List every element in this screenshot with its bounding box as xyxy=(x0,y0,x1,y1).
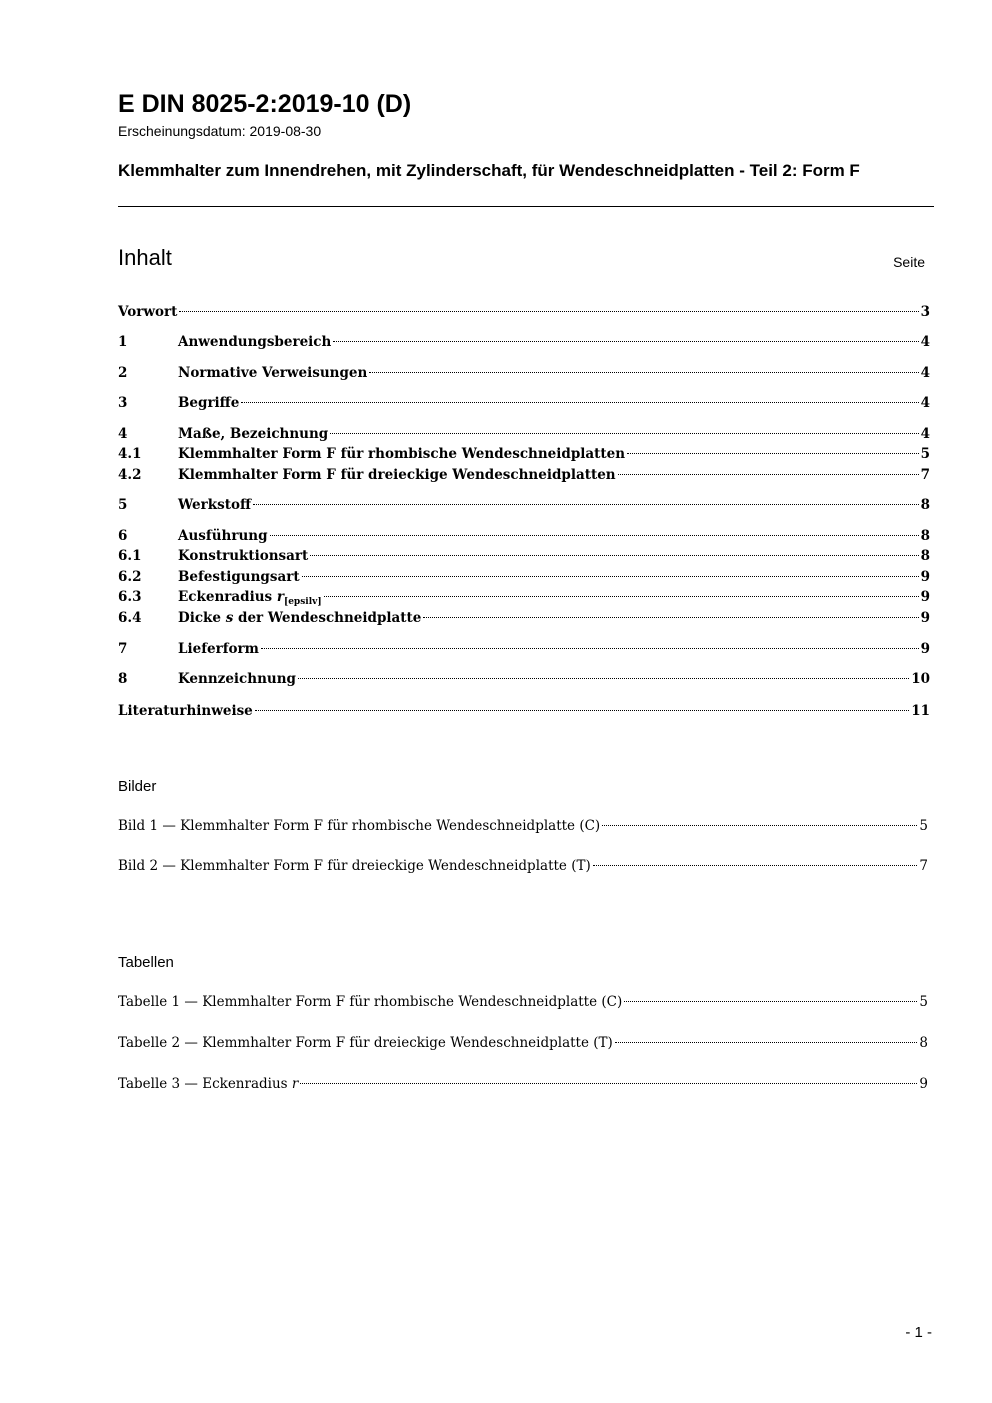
toc-entry-6-3[interactable] xyxy=(118,587,930,607)
table-entry-page: 9 xyxy=(919,1076,928,1092)
dot-leader xyxy=(261,648,919,649)
figure-entry-1[interactable] xyxy=(118,816,928,836)
dot-leader xyxy=(298,678,909,679)
toc-entry-4-2[interactable] xyxy=(118,465,930,485)
toc-entry-page: 9 xyxy=(920,610,930,626)
document-subtitle: Klemmhalter zum Innendrehen, mit Zylinderschaft, für Wendeschneidplatten - Teil 2: Form F xyxy=(118,161,860,180)
toc-entry-number: 3 xyxy=(118,395,128,411)
toc-entry-page: 4 xyxy=(920,365,930,381)
toc-entry-text: Lieferform xyxy=(178,641,259,657)
toc-entry-text: Klemmhalter Form F für rhombische Wendeschneidplatten xyxy=(178,446,626,462)
dot-leader xyxy=(618,474,919,475)
toc-entry-text: Begriffe xyxy=(178,395,240,411)
table-entry-3[interactable] xyxy=(118,1074,928,1094)
toc-entry-text: Maße, Bezeichnung xyxy=(178,426,329,442)
toc-entry-text-part: der Wendeschneidplatte xyxy=(233,610,422,626)
dot-leader xyxy=(253,504,919,505)
toc-entry-number: 4.1 xyxy=(118,446,142,462)
document-title: E DIN 8025-2:2019-10 (D) xyxy=(118,90,412,118)
toc-entry-text xyxy=(178,608,421,628)
toc-entry-page: 9 xyxy=(920,569,930,585)
dot-leader xyxy=(593,865,918,866)
toc-entry-6-1[interactable] xyxy=(118,546,930,566)
table-entry-page: 8 xyxy=(919,1035,928,1051)
toc-entry-number: 6.3 xyxy=(118,589,142,605)
toc-entry-number: 1 xyxy=(118,334,128,350)
toc-entry-2[interactable] xyxy=(118,363,930,383)
dot-leader xyxy=(300,1083,917,1084)
toc-entry-7[interactable] xyxy=(118,639,930,659)
toc-entry-6-4[interactable] xyxy=(118,608,930,628)
toc-entry-number: 4 xyxy=(118,426,128,442)
toc-entry-number: 6.1 xyxy=(118,548,142,564)
dot-leader xyxy=(615,1042,918,1043)
toc-entry-page: 8 xyxy=(920,528,930,544)
toc-entry-text: Befestigungsart xyxy=(178,569,300,585)
toc-entry-page: 4 xyxy=(920,426,930,442)
table-entry-page: 5 xyxy=(919,994,928,1010)
dot-leader xyxy=(627,453,919,454)
dot-leader xyxy=(302,576,919,577)
toc-entry-text-part: Dicke xyxy=(178,610,226,626)
toc-page-label: Seite xyxy=(893,254,925,270)
dot-leader xyxy=(310,555,918,556)
table-entry-text-part: Tabelle 3 — Eckenradius xyxy=(118,1076,292,1092)
figure-entry-text: Bild 2 — Klemmhalter Form F für dreieckige Wendeschneidplatte (T) xyxy=(118,858,591,874)
toc-entry-number: 2 xyxy=(118,365,128,381)
toc-entry-text: Klemmhalter Form F für dreieckige Wendeschneidplatten xyxy=(178,467,616,483)
toc-entry-number: 5 xyxy=(118,497,128,513)
math-variable: s xyxy=(225,610,234,626)
table-entry-text: Tabelle 1 — Klemmhalter Form F für rhombische Wendeschneidplatte (C) xyxy=(118,994,623,1010)
figures-heading: Bilder xyxy=(118,778,157,795)
math-subscript: [epsilv] xyxy=(283,597,322,607)
toc-entry-number: 6.2 xyxy=(118,569,142,585)
toc-entry-number: 6.4 xyxy=(118,610,142,626)
toc-entry-8[interactable] xyxy=(118,669,930,689)
dot-leader xyxy=(369,372,918,373)
toc-entry-text: Literaturhinweise xyxy=(118,703,253,719)
dot-leader xyxy=(179,311,918,312)
dot-leader xyxy=(423,617,918,618)
dot-leader xyxy=(324,596,919,597)
dot-leader xyxy=(624,1001,917,1002)
toc-entry-number: 6 xyxy=(118,528,128,544)
table-entry-2[interactable] xyxy=(118,1033,928,1053)
figure-entry-text: Bild 1 — Klemmhalter Form F für rhombische Wendeschneidplatte (C) xyxy=(118,818,601,834)
dot-leader xyxy=(241,402,918,403)
page-number: - 1 - xyxy=(905,1324,932,1341)
toc-entry-5[interactable] xyxy=(118,495,930,515)
publication-date: Erscheinungsdatum: 2019-08-30 xyxy=(118,123,322,139)
toc-entry-page: 5 xyxy=(920,446,930,462)
toc-entry-text: Werkstoff xyxy=(178,497,252,513)
toc-entry-6[interactable] xyxy=(118,526,930,546)
dot-leader xyxy=(270,535,919,536)
toc-entry-page: 8 xyxy=(920,548,930,564)
toc-heading: Inhalt xyxy=(118,245,172,270)
toc-entry-page: 4 xyxy=(920,334,930,350)
title-divider xyxy=(118,206,934,207)
math-variable: r xyxy=(276,589,284,605)
figure-entry-page: 7 xyxy=(919,858,928,874)
toc-entry-4-1[interactable] xyxy=(118,444,930,464)
dot-leader xyxy=(255,710,909,711)
toc-entry-3[interactable] xyxy=(118,393,930,413)
toc-entry-text: Vorwort xyxy=(118,304,178,320)
toc-entry-page: 4 xyxy=(920,395,930,411)
toc-entry-page: 3 xyxy=(920,304,930,320)
toc-entry-6-2[interactable] xyxy=(118,567,930,587)
toc-entry-text-part: Eckenradius xyxy=(178,589,277,605)
toc-entry-number: 4.2 xyxy=(118,467,142,483)
dot-leader xyxy=(330,433,918,434)
dot-leader xyxy=(602,825,917,826)
tables-heading: Tabellen xyxy=(118,954,174,971)
toc-entry-text: Konstruktionsart xyxy=(178,548,309,564)
toc-entry-page: 11 xyxy=(911,703,930,719)
toc-entry-text: Normative Verweisungen xyxy=(178,365,368,381)
toc-entry-page: 8 xyxy=(920,497,930,513)
toc-entry-4[interactable] xyxy=(118,424,930,444)
toc-entry-number: 8 xyxy=(118,671,128,687)
table-entry-text: Tabelle 2 — Klemmhalter Form F für dreieckige Wendeschneidplatte (T) xyxy=(118,1035,613,1051)
toc-entry-text: Kennzeichnung xyxy=(178,671,296,687)
toc-entry-page: 9 xyxy=(920,641,930,657)
toc-entry-page: 10 xyxy=(911,671,930,687)
toc-entry-vorwort[interactable] xyxy=(118,302,930,322)
math-variable: r xyxy=(291,1076,299,1092)
figure-entry-2[interactable] xyxy=(118,856,928,876)
toc-entry-page: 7 xyxy=(920,467,930,483)
figure-entry-page: 5 xyxy=(919,818,928,834)
toc-entry-1[interactable] xyxy=(118,332,930,352)
table-entry-text xyxy=(118,1074,298,1094)
toc-entry-literaturhinweise[interactable] xyxy=(118,701,930,721)
toc-entry-page: 9 xyxy=(920,589,930,605)
toc-entry-text: Anwendungsbereich xyxy=(178,334,332,350)
toc-entry-text: Ausführung xyxy=(178,528,268,544)
table-entry-1[interactable] xyxy=(118,992,928,1012)
toc-entry-number: 7 xyxy=(118,641,128,657)
dot-leader xyxy=(333,341,918,342)
